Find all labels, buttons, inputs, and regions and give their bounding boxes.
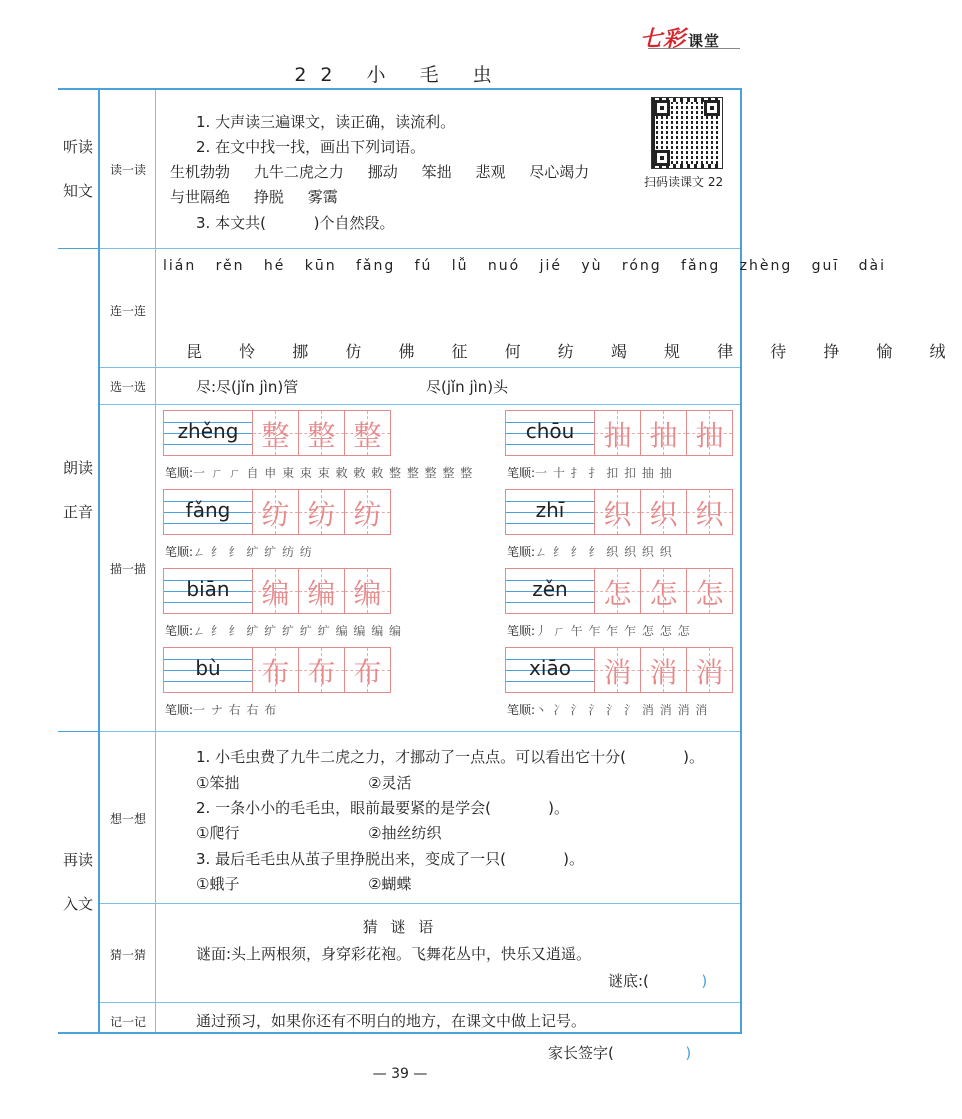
char-item: 仿	[345, 342, 378, 361]
pinyin-item: rěn	[215, 258, 245, 274]
row-divider	[100, 248, 740, 249]
stroke-order	[165, 701, 277, 718]
read-task-3-b: )个自然段。	[313, 214, 395, 232]
char-item: 挣	[823, 342, 856, 361]
char-item: 佛	[398, 342, 431, 361]
row-divider	[100, 404, 740, 405]
vocab-word: 笨拙	[421, 163, 452, 181]
section-listen-read	[58, 90, 100, 248]
section-label-3a: 再读	[62, 851, 93, 869]
pinyin-item: nuó	[487, 258, 521, 274]
q1-option-2[interactable]: ②灵活	[368, 774, 412, 792]
tracing-cell[interactable]	[595, 648, 641, 692]
section-label-2b: 正音	[62, 503, 93, 521]
riddle-heading: 猜 谜 语	[362, 918, 438, 936]
pinyin-item: dài	[858, 258, 886, 274]
question-1	[196, 746, 704, 767]
grid-pinyin: zhěng	[177, 419, 239, 443]
stroke-order	[165, 464, 473, 481]
tracing-cell[interactable]	[595, 569, 641, 613]
trace-character: 纺	[261, 498, 290, 531]
page-number: — 39 —	[372, 1066, 428, 1082]
tracing-cell[interactable]	[253, 648, 299, 692]
grid-pinyin: zěn	[532, 577, 568, 601]
vocab-word: 九牛二虎之力	[253, 163, 344, 181]
tracing-cell[interactable]	[345, 648, 390, 692]
grid-pinyin: biān	[186, 577, 230, 601]
pinyin-cell	[164, 569, 253, 613]
char-item: 何	[504, 342, 537, 361]
grid-pinyin: fǎng	[185, 498, 231, 522]
row-label-write: 描一描	[109, 562, 146, 576]
parent-signature-b: )	[685, 1044, 692, 1062]
stroke-sequence: ㄥ 纟 纟 纟 织 织 织 织	[535, 545, 673, 559]
q3-option-2[interactable]: ②蝴蝶	[368, 875, 412, 893]
signature-blank[interactable]	[614, 1044, 686, 1062]
parent-signature-a: 家长签字(	[548, 1044, 614, 1062]
read-task-3-a: 3. 本文共(	[196, 214, 266, 232]
pinyin-cell	[164, 490, 253, 534]
trace-character: 布	[353, 656, 382, 689]
answer-blank[interactable]	[626, 748, 683, 766]
trace-character: 消	[649, 656, 678, 689]
question-3-text: 3. 最后毛毛虫从茧子里挣脱出来，变成了一只(	[196, 850, 506, 868]
trace-character: 怎	[649, 577, 678, 610]
tracing-cell[interactable]	[595, 490, 641, 534]
writing-grid	[163, 489, 391, 535]
section-label-1b: 知文	[62, 182, 93, 200]
pinyin-item: yù	[581, 258, 603, 274]
stroke-sequence: 一 十 扌 扌 扣 扣 抽 抽	[535, 466, 673, 480]
grid-pinyin: chōu	[525, 419, 575, 443]
trace-character: 编	[353, 577, 382, 610]
row-divider	[100, 1002, 740, 1003]
tracing-cell[interactable]	[299, 411, 345, 455]
stroke-order	[507, 701, 708, 718]
pinyin-cell	[506, 648, 595, 692]
question-1-end: )。	[683, 748, 705, 766]
tracing-cell[interactable]	[345, 490, 390, 534]
stroke-order-label: 笔顺:	[507, 703, 536, 717]
read-task-2: 2. 在文中找一找，画出下列词语。	[196, 138, 426, 156]
question-1-text: 1. 小毛虫费了九牛二虎之力，才挪动了一点点。可以看出它十分(	[196, 748, 626, 766]
brand-underline	[648, 48, 740, 49]
stroke-order	[507, 464, 673, 481]
tracing-cell[interactable]	[641, 569, 687, 613]
stroke-sequence: 一 ナ 右 右 布	[193, 703, 278, 717]
vocab-word: 尽心竭力	[529, 163, 590, 181]
pinyin-item: zhèng	[739, 258, 793, 274]
pinyin-item: lián	[163, 258, 197, 274]
tracing-cell[interactable]	[687, 490, 732, 534]
trace-character: 纺	[307, 498, 336, 531]
row-divider	[100, 367, 740, 368]
tracing-cell[interactable]	[641, 411, 687, 455]
writing-grid	[505, 410, 733, 456]
pinyin-cell	[506, 411, 595, 455]
stroke-sequence: ㄥ 纟 纟 纩 纩 纺 纺	[193, 545, 313, 559]
tracing-cell[interactable]	[299, 490, 345, 534]
trace-character: 布	[307, 656, 336, 689]
choose-item-2[interactable]: 尽(jǐn jìn)头	[426, 378, 509, 396]
trace-character: 编	[261, 577, 290, 610]
grid-pinyin: bù	[195, 656, 221, 680]
trace-character: 消	[695, 656, 724, 689]
char-item: 纺	[557, 342, 590, 361]
row-label-note: 记一记	[109, 1015, 146, 1029]
stroke-order-label: 笔顺:	[165, 703, 194, 717]
answer-blank[interactable]	[506, 850, 563, 868]
qr-caption: 扫码读课文 22	[644, 175, 724, 189]
row-divider	[100, 903, 740, 904]
stroke-order-label: 笔顺:	[165, 466, 194, 480]
vocab-line-1	[170, 161, 589, 182]
tracing-cell[interactable]	[299, 648, 345, 692]
tracing-cell[interactable]	[345, 569, 390, 613]
tracing-cell[interactable]	[299, 569, 345, 613]
answer-blank[interactable]	[266, 214, 314, 232]
q3-option-1[interactable]: ①蛾子	[196, 875, 240, 893]
choose-item-1[interactable]: 尽:尽(jǐn jìn)管	[196, 378, 299, 396]
section-label-3b: 入文	[62, 895, 93, 913]
stroke-order	[165, 543, 313, 560]
char-item: 昆	[186, 342, 219, 361]
pinyin-cell	[164, 648, 253, 692]
pinyin-item: fǎng	[681, 258, 721, 274]
trace-character: 抽	[649, 419, 678, 452]
brand-suffix: 课堂	[688, 32, 721, 50]
writing-grid	[505, 568, 733, 614]
stroke-order-label: 笔顺:	[165, 545, 194, 559]
char-item: 愉	[876, 342, 909, 361]
tracing-cell[interactable]	[687, 648, 732, 692]
note-text: 通过预习，如果你还有不明白的地方，在课文中做上记号。	[196, 1012, 587, 1030]
trace-character: 织	[695, 498, 724, 531]
stroke-sequence: 丿 ㄏ 午 乍 乍 乍 怎 怎 怎	[535, 624, 691, 638]
pinyin-item: jié	[539, 258, 562, 274]
question-2-end: )。	[548, 799, 570, 817]
riddle-answer	[608, 970, 707, 991]
trace-character: 织	[603, 498, 632, 531]
trace-character: 布	[261, 656, 290, 689]
trace-character: 消	[603, 656, 632, 689]
char-item: 征	[451, 342, 484, 361]
pinyin-cell	[506, 569, 595, 613]
char-item: 挪	[292, 342, 325, 361]
trace-character: 怎	[603, 577, 632, 610]
trace-character: 整	[307, 419, 336, 452]
section-label-1a: 听读	[62, 138, 93, 156]
answer-blank[interactable]	[649, 972, 701, 990]
trace-character: 编	[307, 577, 336, 610]
section-label-2a: 朗读	[62, 459, 93, 477]
stroke-sequence: 一 ㄏ ㄏ 自 申 東 束 束 敕 敕 敕 整 整 整 整 整	[193, 466, 474, 480]
q1-option-1[interactable]: ①笨拙	[196, 774, 240, 792]
question-2	[196, 797, 569, 818]
pinyin-item: hé	[263, 258, 286, 274]
vocab-word: 悲观	[475, 163, 506, 181]
pinyin-item: fǎng	[355, 258, 396, 274]
question-3-end: )。	[563, 850, 585, 868]
row-label-read: 读一读	[109, 163, 146, 177]
tracing-cell[interactable]	[687, 411, 732, 455]
vocab-line-2	[170, 186, 338, 207]
writing-grid	[163, 647, 391, 693]
stroke-sequence: ㄥ 纟 纟 纩 纩 纩 纩 纩 编 编 编 编	[193, 624, 403, 638]
read-task-1: 1. 大声读三遍课文，读正确，读流利。	[196, 113, 456, 131]
tracing-cell[interactable]	[595, 411, 641, 455]
vocab-word: 与世隔绝	[170, 188, 231, 206]
character-row	[186, 339, 962, 362]
section-reread	[58, 732, 100, 1032]
pinyin-item: lǚ	[451, 258, 469, 274]
pinyin-item: kūn	[304, 258, 337, 274]
stroke-order-label: 笔顺:	[165, 624, 194, 638]
riddle-text: 谜面:头上两根须，身穿彩花袍。飞舞花丛中，快乐又逍遥。	[196, 945, 592, 963]
pinyin-item: guī	[811, 258, 840, 274]
char-item: 待	[770, 342, 803, 361]
row-label-guess: 猜一猜	[109, 948, 146, 962]
grid-pinyin: xiāo	[529, 656, 571, 680]
pinyin-cell	[164, 411, 253, 455]
riddle-answer-a: 谜底:(	[608, 972, 649, 990]
q2-option-1[interactable]: ①爬行	[196, 824, 240, 842]
stroke-sequence: 丶 冫 氵 氵 氵 氵 消 消 消 消	[535, 703, 709, 717]
vocab-word: 挣脱	[253, 188, 284, 206]
tracing-cell[interactable]	[345, 411, 390, 455]
pinyin-cell	[506, 490, 595, 534]
row-label-connect: 连一连	[109, 304, 146, 318]
page-title: 22 小 毛 虫	[294, 64, 506, 86]
section-read-aloud	[58, 249, 100, 731]
answer-blank[interactable]	[491, 799, 548, 817]
trace-character: 怎	[695, 577, 724, 610]
writing-grid	[505, 647, 733, 693]
tracing-cell[interactable]	[641, 490, 687, 534]
row-label-choose: 选一选	[109, 380, 146, 394]
trace-character: 整	[353, 419, 382, 452]
trace-character: 纺	[353, 498, 382, 531]
trace-character: 整	[261, 419, 290, 452]
brand-logo-text: 七彩	[640, 26, 687, 52]
stroke-order-label: 笔顺:	[507, 545, 536, 559]
writing-grid	[505, 489, 733, 535]
writing-grid	[163, 568, 391, 614]
stroke-order	[507, 622, 691, 639]
qr-code[interactable]	[651, 97, 723, 169]
stroke-order-label: 笔顺:	[507, 466, 536, 480]
pinyin-row	[163, 258, 886, 274]
char-item: 律	[717, 342, 750, 361]
tracing-cell[interactable]	[253, 569, 299, 613]
question-2-text: 2. 一条小小的毛毛虫，眼前最要紧的是学会(	[196, 799, 491, 817]
char-item: 规	[663, 342, 696, 361]
grid-pinyin: zhī	[535, 498, 565, 522]
writing-grid	[163, 410, 391, 456]
vocab-word: 雾霭	[307, 188, 338, 206]
vocab-word: 挪动	[367, 163, 398, 181]
tracing-cell[interactable]	[687, 569, 732, 613]
parent-signature	[548, 1042, 691, 1063]
char-item: 绒	[929, 342, 962, 361]
tracing-cell[interactable]	[253, 411, 299, 455]
question-3	[196, 848, 584, 869]
stroke-order-label: 笔顺:	[507, 624, 536, 638]
pinyin-item: róng	[621, 258, 662, 274]
read-task-3	[196, 212, 394, 233]
stroke-order	[507, 543, 673, 560]
trace-character: 抽	[603, 419, 632, 452]
riddle-answer-b: )	[701, 972, 708, 990]
stroke-order	[165, 622, 402, 639]
char-item: 竭	[610, 342, 643, 361]
row-divider	[100, 731, 740, 732]
trace-character: 织	[649, 498, 678, 531]
char-item: 怜	[239, 342, 272, 361]
pinyin-item: fú	[414, 258, 433, 274]
vocab-word: 生机勃勃	[170, 163, 231, 181]
tracing-cell[interactable]	[253, 490, 299, 534]
trace-character: 抽	[695, 419, 724, 452]
row-label-think: 想一想	[109, 812, 146, 826]
tracing-cell[interactable]	[641, 648, 687, 692]
q2-option-2[interactable]: ②抽丝纺织	[368, 824, 442, 842]
